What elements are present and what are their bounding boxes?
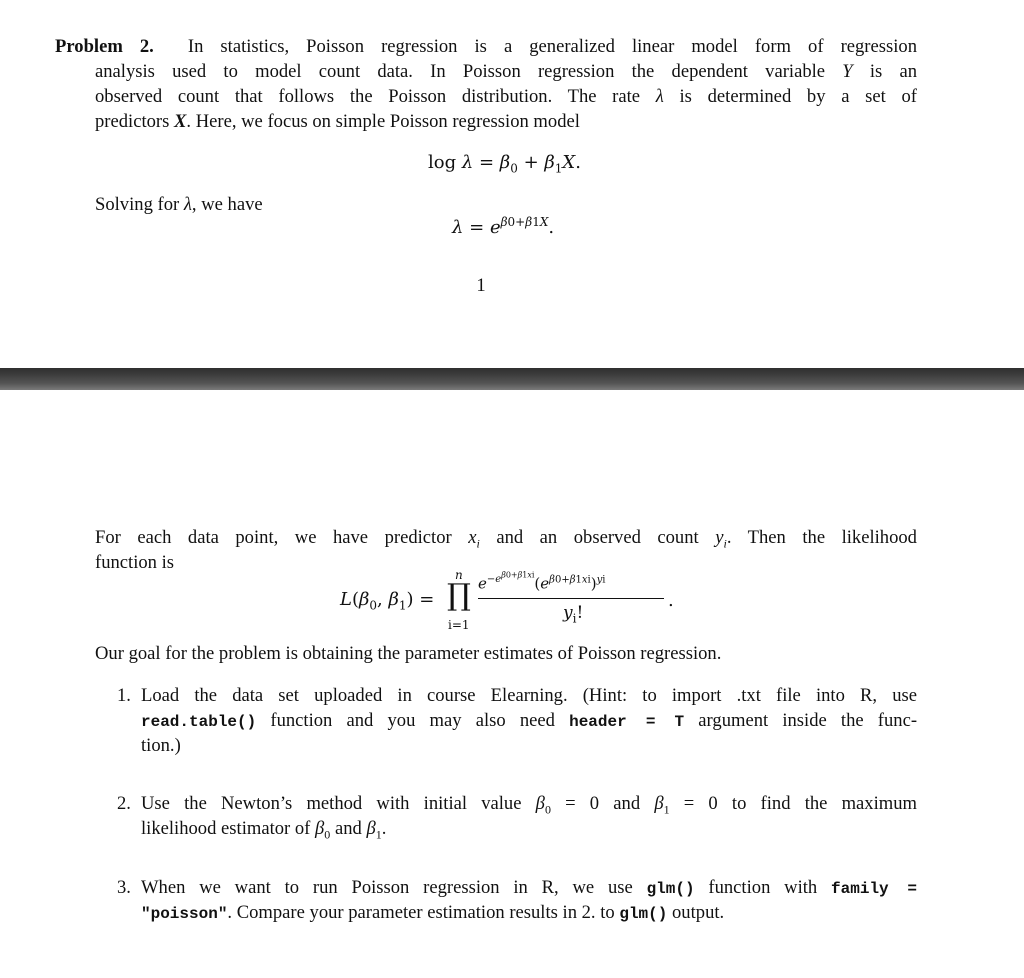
goal-text: Our goal for the problem is obtaining the parameter estimates of Poisson regression. [95,643,722,664]
data-point-line-1: For each data point, we have predictor $x_i$ and an observed count $y_i$. Then the likelihood [95,527,917,551]
equation-log-lambda: $\log \lambda = \beta_0 + \beta_1X$. [428,152,581,176]
page-separator [0,368,1024,390]
item-2-line-1: Use the Newton’s method with initial value $\beta_0 = 0$ and $\beta_1 = 0$ to find the maximum [141,793,917,817]
item-3-line-2: "poisson". Compare your parameter estimation results in 2. to glm() output. [141,902,725,923]
item-2-number: 2. [117,793,131,814]
page-top [0,0,1024,368]
likelihood-equation [338,568,698,632]
problem-label: Problem 2. [55,36,154,57]
product-lower-limit: i=1 [448,618,470,632]
problem-intro-line-2: analysis used to model count data. In Poisson regression the dependent variable Y is an [95,61,917,82]
page-number: 1 [476,275,486,296]
product-upper-limit: n [455,568,463,582]
likelihood-numerator: $e^{-e^{\beta 0+\beta 1xi}}(e^{\beta 0+\beta 1xi})^{yi}$ [478,571,606,593]
likelihood-denominator: $y_i$! [563,603,584,626]
item-1-line-2: read.table() function and you may also need header = T argument inside the func- [141,710,918,731]
fraction-bar [478,598,664,599]
item-3-line-1: When we want to run Poisson regression in R, we use glm() function with family = [141,877,917,898]
problem-intro-line-1: Problem 2. In statistics, Poisson regression is a generalized linear model form of regression [55,36,917,57]
item-3-number: 3. [117,877,131,898]
data-point-line-2: function is [95,552,175,573]
item-1-number: 1. [117,685,131,706]
item-1-line-1: Load the data set uploaded in course Elearning. (Hint: to import .txt file into R, use [141,685,917,706]
equation-lambda: $\lambda = e^{\beta 0+\beta 1X}$. [452,215,555,238]
likelihood-lhs: $L(\beta_0$, $\beta_1$) = [340,589,435,613]
problem-intro-line-4: predictors X. Here, we focus on simple Poisson regression model [95,111,580,132]
solving-text: Solving for λ, we have [95,194,263,215]
product-symbol: ∏ [447,578,471,613]
equation-period: . [668,590,674,611]
item-2-line-2: likelihood estimator of $\beta_0$ and $\beta_1$. [141,818,387,842]
item-1-line-3: tion.) [141,735,181,756]
problem-intro-line-3: observed count that follows the Poisson distribution. The rate λ is determined by a set of [95,86,917,107]
